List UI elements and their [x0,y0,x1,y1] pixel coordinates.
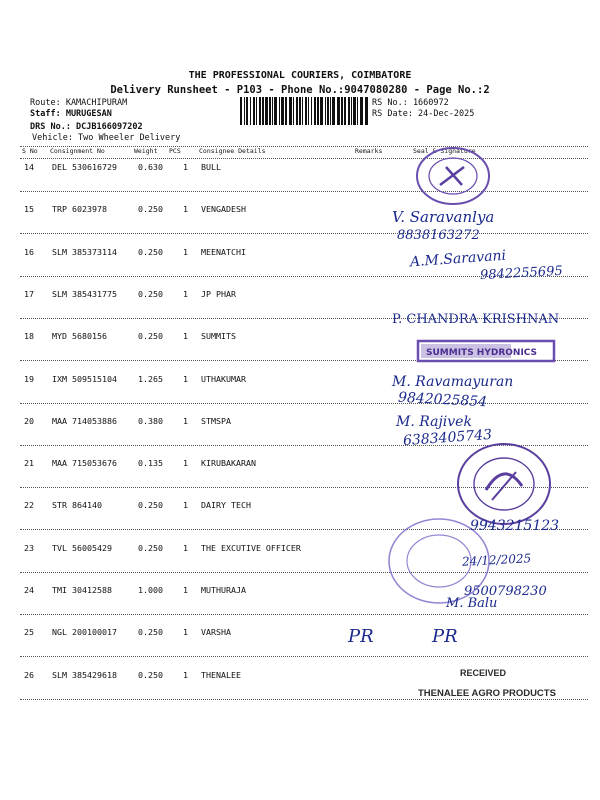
barcode-bar [325,97,326,125]
row-pcs: 1 [183,669,188,680]
row-consignment: STR 864140 [52,500,102,511]
row-weight: 0.250 [138,246,163,257]
barcode-bar [348,97,350,125]
barcode-bar [296,97,298,125]
row-consignee: UTHAKUMAR [201,373,246,384]
barcode-bar [327,97,329,125]
table-row [20,162,580,176]
row-pcs: 1 [183,458,188,469]
signature-row-20: M. Rajivek [396,414,472,430]
barcode-bar [250,97,251,125]
barcode-bar [262,97,264,125]
row-consignee: THENALEE [201,669,241,680]
row-weight: 1.265 [138,373,163,384]
col-consignee: Consignee Details [199,147,266,155]
signature-row-17: P. CHANDRA KRISHNAN [392,312,560,327]
barcode-bar [337,97,340,125]
signature-row-16: A.M.Saravani [409,247,507,271]
drs-number: DRS No.: DCJB166097202 [30,122,143,132]
row-consignment: SLM 385429618 [52,669,117,680]
barcode-bar [259,97,261,125]
row-sno: 23 [24,542,34,553]
row-pcs: 1 [183,585,188,595]
row-consignee: JP PHAR [201,288,236,299]
row-divider [20,572,588,573]
barcode-bar [285,97,287,125]
row-consignment: MYD 5680156 [52,331,107,342]
row-consignment: NGL 200100017 [52,627,117,638]
row-pcs: 1 [183,373,188,384]
row-consignment: SLM 385373114 [52,246,117,257]
table-row [20,627,580,641]
row-consignment: TVL 56005429 [52,542,112,553]
barcode-bar [320,97,323,125]
row-sno: 19 [24,373,34,384]
barcode-bar [360,97,363,125]
table-row [20,416,580,430]
row-sno: 26 [24,669,34,680]
row-pcs: 1 [183,542,188,553]
barcode-bar [317,97,319,125]
barcode-bar [365,97,368,125]
row-sno: 21 [24,458,34,469]
runsheet-title: Delivery Runsheet - P103 - Phone No.:9047080280 - Page No.:2 [110,84,490,96]
row-weight: 1.000 [138,585,163,595]
row-consignment: MAA 714053886 [52,415,117,426]
barcode-bar [279,97,280,125]
row-weight: 0.250 [138,331,163,342]
row-consignment: DEL 530616729 [52,162,117,172]
barcode-bar [332,97,335,125]
barcode-bar [341,97,343,125]
row-consignee: THE EXCUTIVE OFFICER [201,542,301,553]
thenalee-stamp: THENALEE AGRO PRODUCTS [418,688,556,699]
row-consignee: MUTHURAJA [201,585,246,595]
header-rule-top [20,146,588,147]
row-weight: 0.250 [138,669,163,680]
barcode-bar [272,97,273,125]
barcode-bar [351,97,352,125]
row-consignee: DAIRY TECH [201,500,251,511]
signature-row-19: M. Ravamayuran [392,374,514,390]
row-consignee: VARSHA [201,627,231,638]
row-weight: 0.250 [138,627,163,638]
summits-stamp [416,338,556,364]
barcode-bar [344,97,346,125]
company-title: THE PROFESSIONAL COURIERS, COIMBATORE [188,70,412,81]
barcode-bar [314,97,316,125]
barcode-bar [302,97,303,125]
col-weight: Weight [134,147,158,155]
barcode-bar [330,97,331,125]
barcode-bar [308,97,309,125]
row-pcs: 1 [183,331,188,342]
remark-row-25: PR [348,626,374,647]
vehicle-label: Vehicle: Two Wheeler Delivery [32,133,181,143]
row-sno: 14 [24,162,34,172]
row-weight: 0.250 [138,288,163,299]
row-weight: 0.250 [138,204,163,215]
row-divider [20,614,588,615]
row-pcs: 1 [183,500,188,511]
barcode-bar [353,97,356,125]
rs-date: RS Date: 24-Dec-2025 [372,109,475,119]
bank-seal-stamp [452,440,560,528]
rs-number: RS No.: 1660972 [372,98,449,108]
row-consignment: SLM 385431775 [52,288,117,299]
row-pcs: 1 [183,204,188,215]
signature-row-25: PR [432,626,458,647]
received-stamp: RECEIVED [460,668,507,678]
row-divider [20,656,588,657]
row-pcs: 1 [183,415,188,426]
barcode-bar [305,97,307,125]
row-sno: 25 [24,627,34,638]
row-consignee: SUMMITS [201,331,236,342]
barcode-bar [246,97,248,125]
date-row-23: 24/12/2025 [461,551,532,569]
row-divider [20,233,588,234]
table-row [20,289,580,303]
row-sno: 18 [24,331,34,342]
table-row [20,204,580,218]
row-sno: 22 [24,500,34,511]
barcode-bar [253,97,255,125]
route-label: Route: KAMACHIPURAM [30,98,128,108]
row-consignee: KIRUBAKARAN [201,458,256,469]
phone-row-19: 9842025854 [397,389,488,411]
barcode-bar [256,97,257,125]
phone-row-23: 9943215123 [470,518,560,534]
col-pcs: PCS [169,147,181,155]
col-remarks: Remarks [355,147,383,155]
row-sno: 16 [24,246,34,257]
signature-row-15: V. Saravanlya [392,208,495,226]
row-sno: 17 [24,288,34,299]
row-pcs: 1 [183,246,188,257]
summits-stamp-text: SUMMITS HYDRONICS [426,348,538,358]
row-pcs: 1 [183,162,188,172]
col-consignment: Consignment No [50,147,105,155]
staff-label: Staff: MURUGESAN [30,109,112,119]
row-weight: 0.250 [138,542,163,553]
barcode-bar [269,97,271,125]
row-consignment: MAA 715053676 [52,458,117,469]
barcode-bar [289,97,292,125]
phone-row-16: 9842255695 [479,263,564,284]
row-consignee: BULL [201,162,221,172]
col-sno: S No [22,147,38,155]
barcode-bar [293,97,294,125]
barcode-bar [357,97,358,125]
barcode-bar [240,97,242,125]
row-sno: 15 [24,204,34,215]
header-rule-bottom [20,158,588,159]
phone-row-24: 9500798230 [464,584,547,599]
barcode-bar [274,97,277,125]
barcode-bar [281,97,284,125]
row-pcs: 1 [183,288,188,299]
row-weight: 0.135 [138,458,163,469]
row-divider [20,191,588,192]
barcode-bar [299,97,301,125]
barcode-bar [311,97,312,125]
row-weight: 0.380 [138,415,163,426]
barcode [240,97,368,125]
row-consignee: VENGADESH [201,204,246,215]
row-consignment: TRP 6023978 [52,204,107,215]
row-consignment: IXM 509515104 [52,373,117,384]
row-consignee: STMSPA [201,415,231,426]
phone-row-20: 6383405743 [402,426,493,450]
row-consignee: MEENATCHI [201,246,246,257]
phone-row-15: 8838163272 [397,228,480,243]
seal-stamp-top [412,145,494,207]
signature-row-24: M. Balu [446,596,498,611]
col-seal: Seal & Signature [413,147,476,155]
barcode-bar [244,97,245,125]
row-weight: 0.630 [138,162,163,172]
row-weight: 0.250 [138,500,163,511]
row-pcs: 1 [183,627,188,638]
row-sno: 20 [24,415,34,426]
row-divider [20,403,588,404]
row-sno: 24 [24,585,34,595]
row-consignment: TMI 30412588 [52,585,112,595]
barcode-bar [265,97,268,125]
